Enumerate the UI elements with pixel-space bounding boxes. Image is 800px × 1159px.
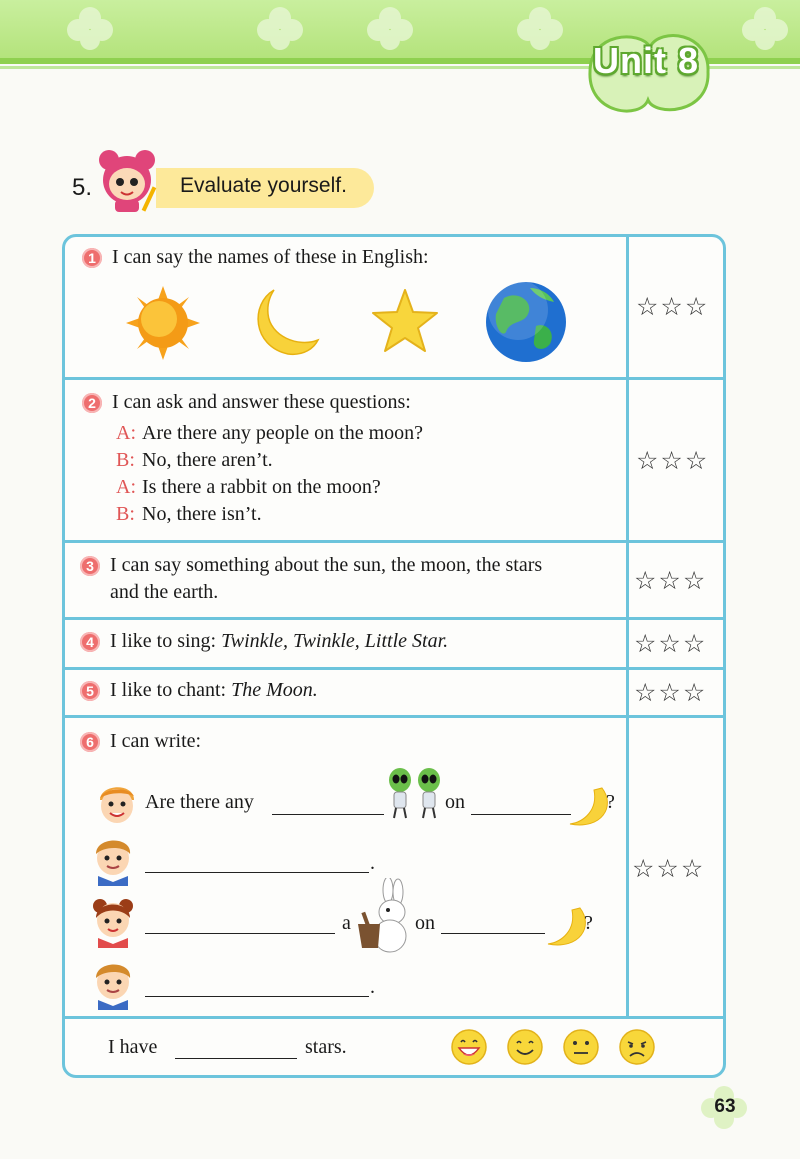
footer-stars: stars.: [305, 1036, 347, 1058]
girl-avatar-icon: [90, 896, 136, 948]
clover-icon: [360, 4, 420, 54]
row-divider: [64, 617, 724, 620]
item-2-text: I can ask and answer these questions:: [112, 391, 411, 413]
earth-icon: [484, 280, 568, 364]
answer-blank[interactable]: [272, 813, 384, 815]
write-prompt-on: on: [445, 791, 465, 813]
item-6-text: I can write:: [110, 730, 202, 752]
exercise-number: 5.: [72, 174, 93, 201]
clover-icon: [735, 4, 795, 54]
clover-icon: [250, 4, 310, 54]
girl-mascot-icon: [93, 146, 165, 216]
boy-avatar-icon: [90, 834, 136, 886]
speaker-label: B:: [116, 503, 135, 525]
sun-icon: [126, 286, 200, 360]
item-number-3: 3: [80, 556, 100, 576]
item-5-text: [110, 679, 318, 702]
rating-stars[interactable]: ☆☆☆: [634, 678, 708, 707]
item-3-text-line2: and the earth.: [110, 581, 219, 603]
moon-icon: [248, 288, 320, 358]
moon-icon: [540, 904, 588, 950]
moon-icon: [562, 784, 610, 830]
rabbit-icon: [354, 878, 410, 954]
item-3-text-line1: I can say something about the sun, the moon, the stars: [110, 554, 543, 576]
write-prompt-a: a: [342, 912, 351, 934]
chant-title: The Moon.: [231, 679, 318, 701]
item-1-text: I can say the names of these in English:: [112, 246, 429, 268]
exercise-title: Evaluate yourself.: [180, 174, 347, 197]
star-icon: [370, 288, 440, 354]
smiling-face-icon[interactable]: [506, 1028, 544, 1066]
boy-avatar-icon: [94, 780, 140, 828]
rating-stars[interactable]: ☆☆☆: [636, 446, 710, 475]
page-number: 63: [714, 1096, 736, 1117]
item-number-1: 1: [82, 248, 102, 268]
dialogue-line: Is there a rabbit on the moon?: [142, 476, 381, 498]
item-number-6: 6: [80, 732, 100, 752]
item-number-5: 5: [80, 681, 100, 701]
item-4-prefix: I like to sing:: [110, 630, 222, 652]
unit-title: Unit 8: [592, 40, 699, 81]
answer-blank[interactable]: [471, 813, 571, 815]
row-divider: [64, 1016, 724, 1019]
star-count-blank[interactable]: [175, 1057, 297, 1059]
neutral-face-icon[interactable]: [562, 1028, 600, 1066]
laughing-face-icon[interactable]: [450, 1028, 488, 1066]
rating-stars[interactable]: ☆☆☆: [634, 629, 708, 658]
rating-column-divider: [626, 236, 629, 1017]
row-divider: [64, 540, 724, 543]
aliens-icon: [384, 766, 446, 820]
row-divider: [64, 715, 724, 718]
answer-blank[interactable]: [145, 995, 369, 997]
answer-blank[interactable]: [145, 932, 335, 934]
rating-stars[interactable]: ☆☆☆: [636, 292, 710, 321]
question-mark: ?: [584, 912, 593, 934]
write-prompt-start: Are there any: [145, 791, 254, 813]
write-prompt-on: on: [415, 912, 435, 934]
period: .: [370, 976, 375, 998]
speaker-label: A:: [116, 476, 136, 498]
sad-face-icon[interactable]: [618, 1028, 656, 1066]
speaker-label: B:: [116, 449, 135, 471]
speaker-label: A:: [116, 422, 136, 444]
answer-blank[interactable]: [145, 871, 369, 873]
clover-icon: [510, 4, 570, 54]
song-title: Twinkle, Twinkle, Little Star.: [221, 630, 449, 652]
clover-icon: [60, 4, 120, 54]
answer-blank[interactable]: [441, 932, 545, 934]
dialogue-line: Are there any people on the moon?: [142, 422, 424, 444]
row-divider: [64, 377, 724, 380]
row-divider: [64, 667, 724, 670]
item-4-text: [110, 630, 448, 653]
item-number-4: 4: [80, 632, 100, 652]
item-number-2: 2: [82, 393, 102, 413]
dialogue-line: No, there isn’t.: [142, 503, 262, 525]
dialogue-line: No, there aren’t.: [142, 449, 273, 471]
rating-stars[interactable]: ☆☆☆: [632, 854, 706, 883]
period: .: [370, 852, 375, 874]
item-5-prefix: I like to chant:: [110, 679, 232, 701]
rating-stars[interactable]: ☆☆☆: [634, 566, 708, 595]
boy-avatar-icon: [90, 958, 136, 1010]
question-mark: ?: [606, 791, 615, 813]
footer-i-have: I have: [108, 1036, 158, 1058]
